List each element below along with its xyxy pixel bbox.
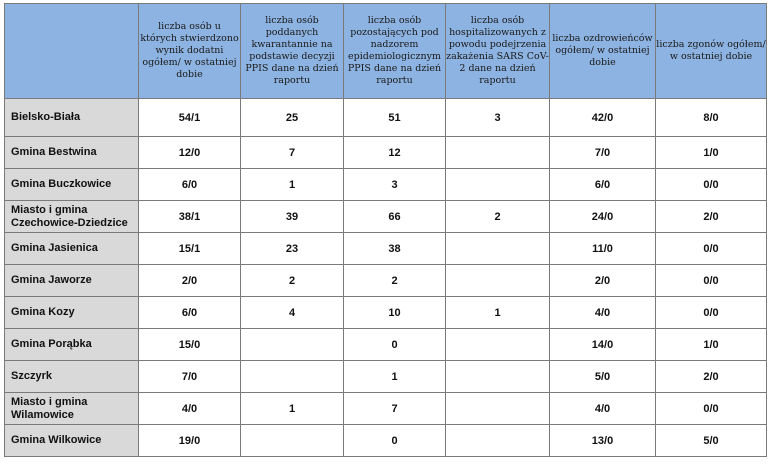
cell-hospitalized <box>446 329 550 361</box>
cell-supervision: 51 <box>344 99 446 137</box>
header-hospitalized: liczba osób hospitalizowanych z powodu podejrzenia zakażenia SARS CoV-2 dane na dzień raportu <box>446 4 550 99</box>
cell-recovered: 24/0 <box>550 201 656 233</box>
cell-deaths: 2/0 <box>656 201 767 233</box>
cell-supervision: 38 <box>344 233 446 265</box>
row-name: Gmina Wilkowice <box>5 425 139 457</box>
row-name: Gmina Bestwina <box>5 137 139 169</box>
table-row <box>5 99 767 137</box>
table-row <box>5 393 767 425</box>
cell-quarantine <box>241 329 344 361</box>
row-name: Miasto i gmina Wilamowice <box>5 393 139 425</box>
cell-supervision: 1 <box>344 361 446 393</box>
header-supervision: liczba osób pozostających pod nadzorem epidemiologicznym PPIS dane na dzień raportu <box>344 4 446 99</box>
table-row <box>5 233 767 265</box>
row-name: Bielsko-Biała <box>5 99 139 137</box>
cell-recovered: 11/0 <box>550 233 656 265</box>
row-name: Gmina Buczkowice <box>5 169 139 201</box>
cell-supervision: 3 <box>344 169 446 201</box>
cell-positive: 6/0 <box>139 169 241 201</box>
cell-supervision: 2 <box>344 265 446 297</box>
cell-deaths: 0/0 <box>656 393 767 425</box>
cell-positive: 6/0 <box>139 297 241 329</box>
cell-hospitalized <box>446 169 550 201</box>
cell-recovered: 6/0 <box>550 169 656 201</box>
cell-supervision: 7 <box>344 393 446 425</box>
cell-hospitalized: 3 <box>446 99 550 137</box>
table-row <box>5 329 767 361</box>
cell-deaths: 0/0 <box>656 233 767 265</box>
row-name: Gmina Jasienica <box>5 233 139 265</box>
table-row <box>5 265 767 297</box>
row-name: Gmina Porąbka <box>5 329 139 361</box>
table-row <box>5 201 767 233</box>
cell-quarantine <box>241 425 344 457</box>
cell-deaths: 8/0 <box>656 99 767 137</box>
cell-deaths: 1/0 <box>656 329 767 361</box>
row-name: Szczyrk <box>5 361 139 393</box>
cell-positive: 7/0 <box>139 361 241 393</box>
cell-positive: 15/1 <box>139 233 241 265</box>
cell-hospitalized <box>446 233 550 265</box>
row-name: Gmina Kozy <box>5 297 139 329</box>
cell-supervision: 66 <box>344 201 446 233</box>
cell-deaths: 0/0 <box>656 265 767 297</box>
cell-hospitalized <box>446 393 550 425</box>
cell-quarantine: 23 <box>241 233 344 265</box>
cell-positive: 38/1 <box>139 201 241 233</box>
cell-supervision: 12 <box>344 137 446 169</box>
cell-hospitalized <box>446 361 550 393</box>
cell-supervision: 0 <box>344 329 446 361</box>
table-row <box>5 425 767 457</box>
row-name: Gmina Jaworze <box>5 265 139 297</box>
cell-hospitalized <box>446 137 550 169</box>
cell-quarantine: 1 <box>241 393 344 425</box>
cell-positive: 12/0 <box>139 137 241 169</box>
covid-stats-table <box>4 3 767 457</box>
cell-hospitalized <box>446 425 550 457</box>
header-positive: liczba osób u których stwierdzono wynik dodatni ogółem/ w ostatniej dobie <box>139 4 241 99</box>
cell-quarantine: 2 <box>241 265 344 297</box>
header-quarantine: liczba osób poddanych kwarantannie na podstawie decyzji PPIS dane na dzień raportu <box>241 4 344 99</box>
cell-deaths: 2/0 <box>656 361 767 393</box>
cell-positive: 19/0 <box>139 425 241 457</box>
cell-deaths: 1/0 <box>656 137 767 169</box>
cell-quarantine: 39 <box>241 201 344 233</box>
header-corner <box>5 4 139 99</box>
table-row <box>5 137 767 169</box>
cell-recovered: 7/0 <box>550 137 656 169</box>
cell-quarantine: 4 <box>241 297 344 329</box>
cell-deaths: 0/0 <box>656 169 767 201</box>
cell-recovered: 4/0 <box>550 297 656 329</box>
cell-supervision: 10 <box>344 297 446 329</box>
cell-supervision: 0 <box>344 425 446 457</box>
cell-quarantine: 7 <box>241 137 344 169</box>
cell-positive: 2/0 <box>139 265 241 297</box>
row-name: Miasto i gmina Czechowice-Dziedzice <box>5 201 139 233</box>
cell-quarantine: 1 <box>241 169 344 201</box>
cell-recovered: 42/0 <box>550 99 656 137</box>
cell-quarantine <box>241 361 344 393</box>
cell-positive: 15/0 <box>139 329 241 361</box>
cell-recovered: 2/0 <box>550 265 656 297</box>
header-row <box>5 4 767 99</box>
cell-hospitalized <box>446 265 550 297</box>
header-recovered: liczba ozdrowieńców ogółem/ w ostatniej dobie <box>550 4 656 99</box>
header-deaths: liczba zgonów ogółem/ w ostatniej dobie <box>656 4 767 99</box>
table-row <box>5 169 767 201</box>
table-row <box>5 297 767 329</box>
cell-recovered: 13/0 <box>550 425 656 457</box>
cell-positive: 54/1 <box>139 99 241 137</box>
cell-recovered: 14/0 <box>550 329 656 361</box>
cell-quarantine: 25 <box>241 99 344 137</box>
cell-hospitalized: 1 <box>446 297 550 329</box>
cell-hospitalized: 2 <box>446 201 550 233</box>
cell-recovered: 5/0 <box>550 361 656 393</box>
cell-deaths: 0/0 <box>656 297 767 329</box>
cell-recovered: 4/0 <box>550 393 656 425</box>
cell-positive: 4/0 <box>139 393 241 425</box>
cell-deaths: 5/0 <box>656 425 767 457</box>
table-row <box>5 361 767 393</box>
